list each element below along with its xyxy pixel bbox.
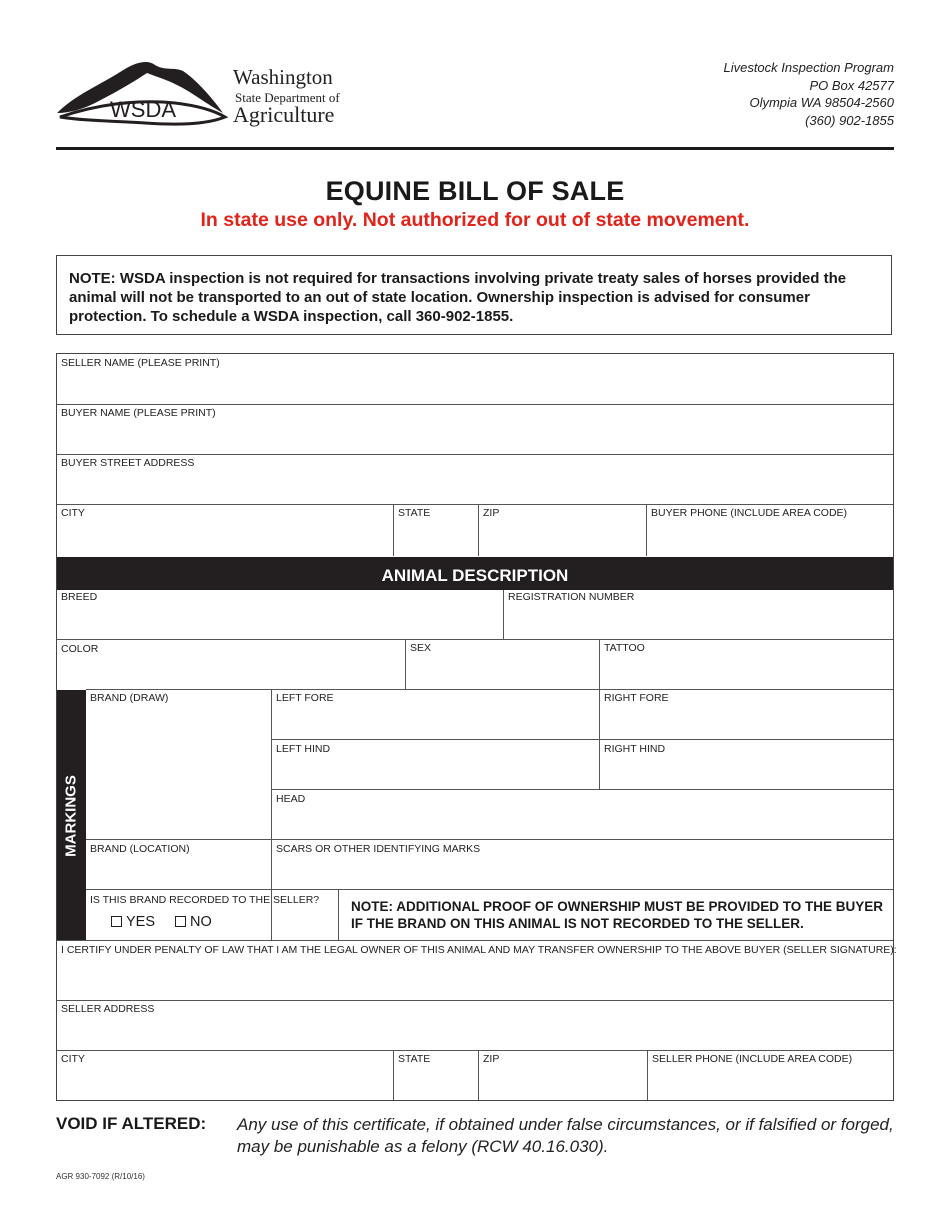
registration-number-label: REGISTRATION NUMBER bbox=[508, 591, 635, 603]
buyer-street-label: BUYER STREET ADDRESS bbox=[61, 457, 195, 469]
logo-line-1: Washington bbox=[233, 65, 333, 89]
wsda-mountain-logo-icon bbox=[55, 55, 230, 130]
right-hind-label: RIGHT HIND bbox=[604, 743, 666, 755]
void-warning-text: Any use of this certificate, if obtained under false circumstances, or if falsified or forged, may be punishable as a felony (RCW 40.16.030). bbox=[237, 1115, 894, 1156]
logo-line-2: State Department of bbox=[235, 90, 340, 105]
brand-recorded-options bbox=[111, 914, 228, 930]
animal-description-header: ANIMAL DESCRIPTION bbox=[57, 557, 893, 590]
head-label: HEAD bbox=[276, 793, 306, 805]
brand-ownership-note: NOTE: ADDITIONAL PROOF OF OWNERSHIP MUST BE PROVIDED TO THE BUYER IF THE BRAND ON THIS ANIMAL IS NOT RECORDED TO THE SELLER. bbox=[351, 899, 884, 931]
logo-line-3: Agriculture bbox=[233, 102, 335, 127]
wsda-logo bbox=[55, 55, 355, 130]
logo-abbrev: WSDA bbox=[110, 97, 176, 122]
void-if-altered-label: VOID IF ALTERED: bbox=[56, 1114, 207, 1133]
buyer-zip-label: ZIP bbox=[483, 507, 500, 519]
buyer-city-label: CITY bbox=[61, 507, 85, 519]
form-number: AGR 930-7092 (R/10/16) bbox=[56, 1172, 145, 1181]
buyer-phone-label: BUYER PHONE (INCLUDE AREA CODE) bbox=[651, 507, 848, 519]
bill-of-sale-form bbox=[56, 353, 897, 1101]
seller-state-label: STATE bbox=[398, 1053, 431, 1065]
seller-zip-label: ZIP bbox=[483, 1053, 500, 1065]
address-line: Olympia WA 98504-2560 bbox=[749, 95, 894, 110]
brand-recorded-question: IS THIS BRAND RECORDED TO THE SELLER? bbox=[90, 894, 320, 906]
yes-checkbox-icon[interactable] bbox=[111, 916, 122, 927]
seller-name-label: SELLER NAME (PLEASE PRINT) bbox=[61, 357, 220, 369]
address-line: (360) 902-1855 bbox=[805, 112, 894, 128]
seller-phone-label: SELLER PHONE (INCLUDE AREA CODE) bbox=[652, 1053, 853, 1065]
color-label: COLOR bbox=[61, 643, 99, 655]
markings-label: MARKINGS bbox=[62, 775, 80, 857]
scars-label: SCARS OR OTHER IDENTIFYING MARKS bbox=[276, 843, 481, 855]
address-line: Livestock Inspection Program bbox=[723, 60, 894, 75]
yes-label: YES bbox=[126, 914, 156, 930]
buyer-name-label: BUYER NAME (PLEASE PRINT) bbox=[61, 407, 216, 419]
brand-draw-label: BRAND (DRAW) bbox=[90, 692, 169, 704]
breed-label: BREED bbox=[61, 591, 98, 603]
address-line: PO Box 42577 bbox=[809, 77, 894, 93]
tattoo-label: TATTOO bbox=[604, 642, 645, 654]
left-fore-label: LEFT FORE bbox=[276, 692, 334, 704]
no-checkbox-icon[interactable] bbox=[175, 916, 186, 927]
no-option[interactable] bbox=[175, 914, 212, 930]
program-address bbox=[723, 59, 894, 129]
inspection-note: NOTE: WSDA inspection is not required for transactions involving private treaty sales of horses provided the animal will not be transported to an out of state location. Ownership inspection is advised for consumer protection. To schedule a WSDA inspection, call 360-902-1855. bbox=[56, 255, 892, 335]
no-label: NO bbox=[190, 914, 212, 930]
certify-statement: I CERTIFY UNDER PENALTY OF LAW THAT I AM THE LEGAL OWNER OF THIS ANIMAL AND MAY TRANSFER OWNERSHIP TO THE ABOVE BUYER (SELLER SIGNATURE): bbox=[61, 944, 897, 956]
brand-location-label: BRAND (LOCATION) bbox=[90, 843, 190, 855]
document-subtitle: In state use only. Not authorized for out of state movement. bbox=[200, 209, 750, 231]
yes-option[interactable] bbox=[111, 914, 155, 930]
seller-city-label: CITY bbox=[61, 1053, 85, 1065]
seller-address-label: SELLER ADDRESS bbox=[61, 1003, 155, 1015]
left-hind-label: LEFT HIND bbox=[276, 743, 331, 755]
right-fore-label: RIGHT FORE bbox=[604, 692, 669, 704]
buyer-state-label: STATE bbox=[398, 507, 431, 519]
header-divider bbox=[56, 147, 894, 150]
sex-label: SEX bbox=[410, 642, 432, 654]
document-title: EQUINE BILL OF SALE bbox=[325, 176, 625, 206]
